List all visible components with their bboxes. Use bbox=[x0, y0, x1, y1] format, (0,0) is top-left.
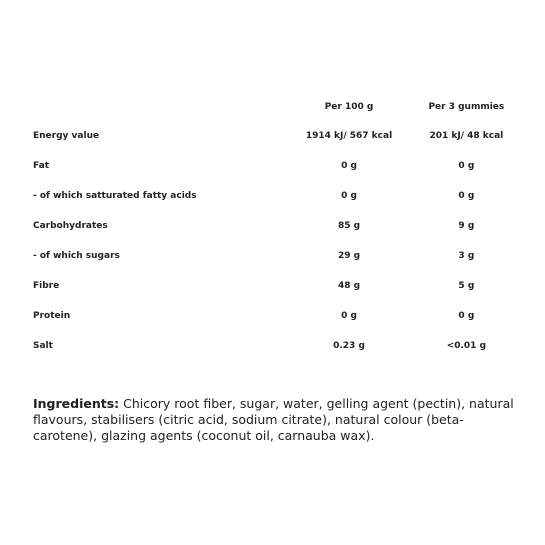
table-row bbox=[28, 181, 524, 211]
row-value-per-serving: 0 g bbox=[458, 311, 475, 321]
nutrition-table bbox=[28, 93, 524, 361]
table-row bbox=[28, 241, 524, 271]
row-value-per-100g: 0 g bbox=[341, 311, 357, 321]
header-row bbox=[28, 93, 524, 121]
nutrition-table-header bbox=[28, 93, 524, 121]
row-value-per-serving: 201 kJ/ 48 kcal bbox=[429, 131, 504, 141]
table-row bbox=[28, 121, 524, 151]
header-per-serving: Per 3 gummies bbox=[428, 102, 505, 112]
row-value-per-serving: 0 g bbox=[458, 161, 475, 171]
table-row bbox=[28, 271, 524, 301]
header-nutrient bbox=[28, 93, 289, 121]
row-value-per-serving: 5 g bbox=[458, 281, 475, 291]
row-label: Fat bbox=[33, 161, 49, 171]
row-value-per-serving: 9 g bbox=[458, 221, 475, 231]
row-label: Carbohydrates bbox=[33, 221, 108, 231]
table-row bbox=[28, 211, 524, 241]
row-value-per-100g: 0 g bbox=[341, 191, 357, 201]
row-label: Energy value bbox=[33, 131, 100, 141]
row-label: - of which satturated fatty acids bbox=[33, 191, 197, 201]
table-row bbox=[28, 331, 524, 361]
ingredients-text: Chicory root fiber, sugar, water, gelling agent (pectin), natural flavours, stabilisers (citric acid, sodium citrate), natural colour (beta-carotene), glazing agents (coconut oil, carnauba wax). bbox=[33, 396, 514, 443]
nutrition-table-body bbox=[28, 121, 524, 361]
table-row bbox=[28, 301, 524, 331]
table-row bbox=[28, 151, 524, 181]
row-value-per-100g: 1914 kJ/ 567 kcal bbox=[305, 131, 393, 141]
row-label: Fibre bbox=[33, 281, 60, 291]
ingredients-paragraph bbox=[33, 396, 523, 444]
row-value-per-serving: 0 g bbox=[458, 191, 475, 201]
row-value-per-serving: <0.01 g bbox=[446, 341, 487, 351]
row-value-per-serving: 3 g bbox=[458, 251, 475, 261]
row-label: - of which sugars bbox=[33, 251, 120, 261]
row-label: Protein bbox=[33, 311, 71, 321]
row-value-per-100g: 48 g bbox=[337, 281, 361, 291]
row-label: Salt bbox=[33, 341, 53, 351]
row-value-per-100g: 85 g bbox=[337, 221, 361, 231]
row-value-per-100g: 29 g bbox=[337, 251, 361, 261]
row-value-per-100g: 0 g bbox=[341, 161, 357, 171]
row-value-per-100g: 0.23 g bbox=[333, 341, 365, 351]
ingredients-label: Ingredients: bbox=[33, 396, 120, 411]
header-per-100g: Per 100 g bbox=[324, 102, 374, 112]
